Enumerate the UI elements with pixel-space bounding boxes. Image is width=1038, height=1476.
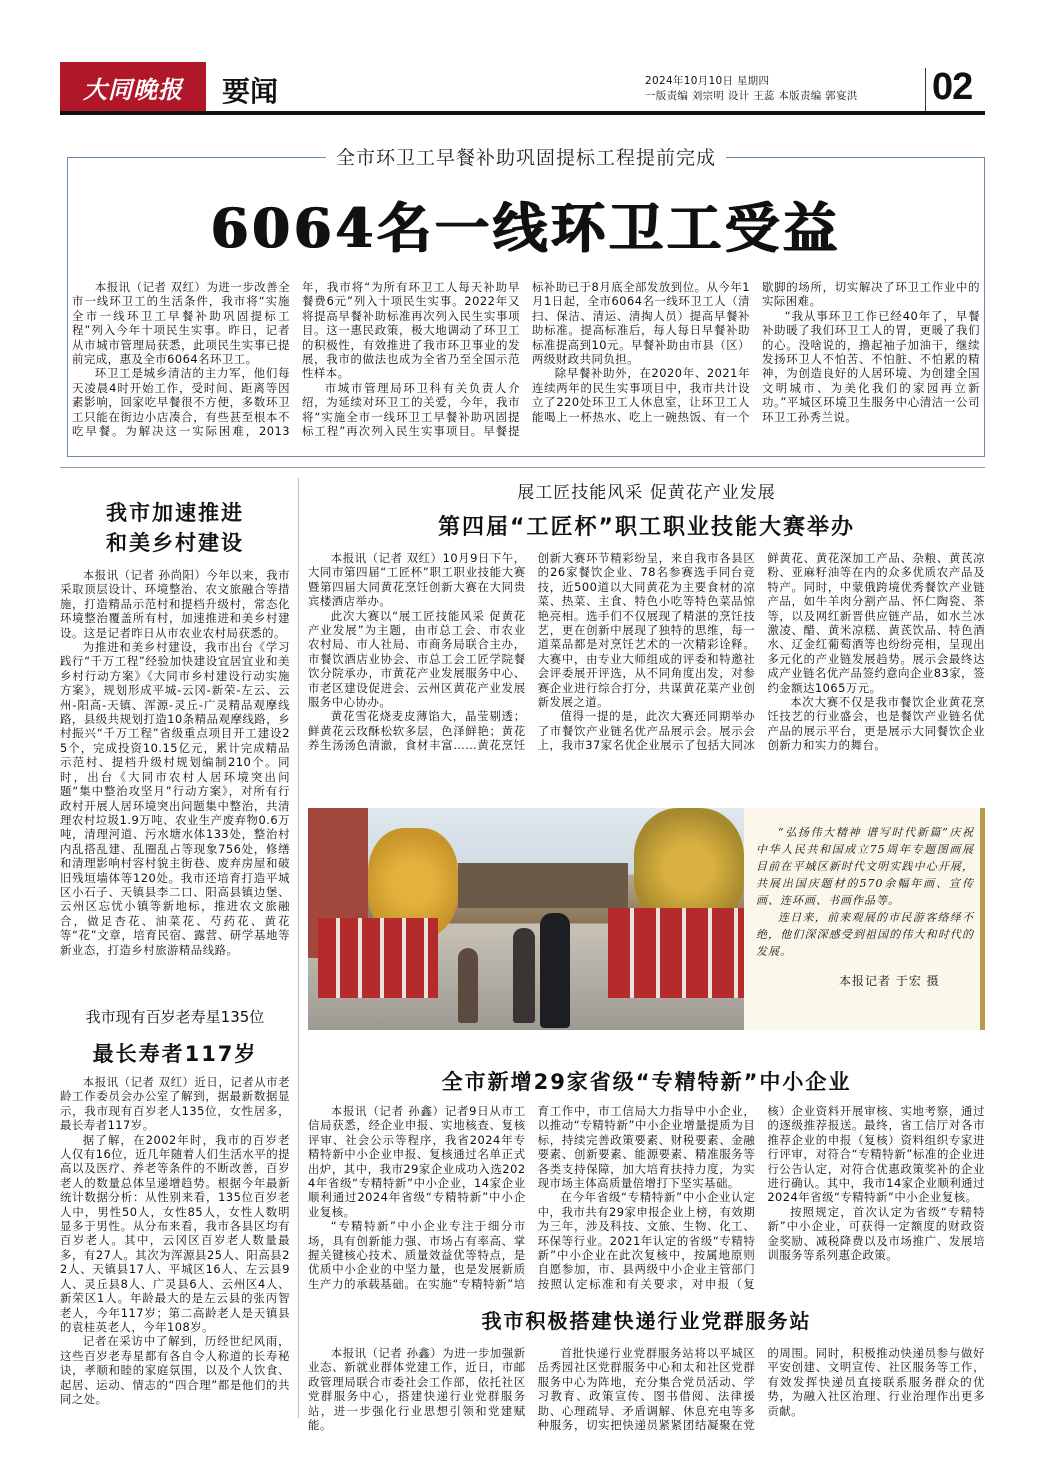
paragraph: 本次大赛不仅是我市餐饮企业黄花烹饪技艺的行业盛会，也是餐饮产业链名优产品的展示平台，更是展示大同餐饮企业创新力和实力的舞台。 bbox=[767, 695, 985, 753]
paragraph: 记者在采访中了解到，历经世纪风雨，这些百岁老寿星都有各自令人称道的长寿秘诀，孝顺和睦的家庭氛围，以及个人饮食、起居、运动、情志的“四合理”都是他们的共同之处。 bbox=[60, 1334, 290, 1406]
contest-body bbox=[308, 551, 985, 753]
paragraph: 本报讯（记者 孙鑫）记者9日从市工信局获悉，经企业申报、实地核查、复核评审、社会公示等程序，我省2024年专精特新中小企业申报、复核通过名单正式出炉，其中，我市29家企业成功入选2024年省级“专精特新”中小企业，14家企业顺利通过2024年省级“专精特新”中小企业复核。 bbox=[308, 1104, 526, 1219]
paragraph: 本报讯（记者 孙尚阳）今年以来，我市采取顶层设计、环境整治、农文旅融合等措施，打造精品示范村和提档升级村，常态化环境整治覆盖所有村，加速推进和美乡村建设。这是记者昨日从市农业农村局获悉的。 bbox=[60, 568, 290, 640]
exhibition-panels bbox=[318, 918, 438, 998]
headline-line: 和美乡村建设 bbox=[106, 531, 244, 555]
lead-kicker: 全市环卫工早餐补助巩固提标工程提前完成 bbox=[326, 147, 726, 169]
lead-kicker-wrap bbox=[67, 143, 985, 170]
paragraph: 市城市管理局环卫科有关负责人介绍，为延续对环卫工的关爱，今年，我市将“实施全市一线环卫工早餐补助巩固提标工程”再次列入民生实事项目。早餐提标补助已于8月底全部发放到位。从今年1月1日起，全市6064名一线环卫工人（清扫、保洁、清运、清掏人员）提高早餐补助标准。提高标准后，每人每日早餐补助标准提高到10元。早餐补助由市县（区）两级财政共同负担。 bbox=[302, 280, 750, 439]
paragraph: 本报讯（记者 孙鑫）为进一步加强新业态、新就业群体党建工作，近日，市邮政管理局联合市委社会工作部，依托社区党群服务中心，搭建快递行业党群服务站，进一步强化行业思想引领和党建赋能。 bbox=[308, 1346, 526, 1433]
column-divider bbox=[298, 478, 299, 1418]
lead-body bbox=[72, 280, 980, 438]
contest-kicker: 展工匠技能风采 促黄花产业发展 bbox=[517, 483, 776, 503]
lead-headline: 6064名一线环卫工受益 bbox=[210, 196, 842, 260]
paragraph: 此次大赛以“展工匠技能风采 促黄花产业发展”为主题，由市总工会、市农业农村局、市人社局、市商务局联合主办，市餐饮酒店业协会、市总工会工匠学院餐饮分院承办，市黄花产业发展服务中心、市老区建设促进会、云州区黄花产业发展服务中心协办。 bbox=[308, 608, 526, 710]
elders-body bbox=[60, 1075, 290, 1406]
photo-caption bbox=[744, 808, 985, 1030]
photo-credit: 本报记者 于宏 摄 bbox=[839, 974, 940, 988]
paragraph: 值得一提的是，此次大赛还同期举办了市餐饮产业链名优产品展示会。展示会上，我市37家名优企业展示了包括大同冰鲜黄花、黄花深加工产品、杂粮、黄芪凉粉、亚麻籽油等在内的众多优质农产品及特产。同时，中蒙俄跨境优秀餐饮产业链产品，如牛羊肉分割产品、怀仁陶瓷、茶等，以及网红新晋供应链产品，如水兰冰激凌、醋、黄米凉糕、黄芪饮品、特色酒水、辽金红葡萄酒等也纷纷亮相，呈现出多元化的产业链发展趋势。展示会最终达成产业链名优产品签约意向企业83家，签约金额达1065万元。 bbox=[537, 551, 985, 753]
divider bbox=[925, 68, 926, 112]
caption-text bbox=[756, 824, 974, 960]
sme-body bbox=[308, 1104, 985, 1291]
elders-headline: 最长寿者117岁 bbox=[92, 1042, 258, 1066]
paragraph: 本报讯（记者 双红）为进一步改善全市一线环卫工的生活条件，我市将“实施全市一线环卫工早餐补助巩固提标工程”列入今年十项民生实事。昨日，记者从市城市管理局获悉，此项民生实事已提前完成，惠及全市6064名环卫工。 bbox=[72, 280, 290, 367]
divider bbox=[60, 467, 985, 468]
traditional-building bbox=[458, 863, 628, 908]
header-rule bbox=[60, 111, 985, 115]
newspaper-logo bbox=[60, 62, 206, 112]
issue-meta bbox=[645, 74, 920, 104]
paragraph: “专精特新”中小企业专注于细分市场，具有创新能力强、市场占有率高、掌握关键核心技术、质量效益优等特点，是优质中小企业的中坚力量，也是发展新质生产力的承载基础。在实施“专精特新”培育工作中，市工信局大力指导中小企业，以推动“专精特新”中小企业增量提质为目标，持续完善政策要素、财税要素、金融要素、创新要素、能源要素、精准服务等各类支持保障，加大培育扶持力度，为实现市场主体高质量倍增打下坚实基础。 bbox=[308, 1104, 756, 1291]
paragraph: 首批快递行业党群服务站将以平城区岳秀园社区党群服务中心和太和社区党群服务中心为阵地，充分集合党员活动、学习教育、政策宣传、图书借阅、法律援助、心理疏导、矛盾调解、休息充电等多种服务，切实把快递员紧紧团结凝聚在党的周围。同时，积极推动快递员参与做好平安创建、文明宣传、社区服务等工作，有效发挥快递员直接联系服务群众的优势，为融入社区治理、行业治理作出更多贡献。 bbox=[537, 1346, 985, 1433]
headline-line: 我市加速推进 bbox=[106, 501, 244, 525]
contest-headline: 第四届“工匠杯”职工职业技能大赛举办 bbox=[438, 515, 855, 540]
village-body bbox=[60, 568, 290, 957]
paragraph: 本报讯（记者 双红）10月9日下午，大同市第四届“工匠杯”职工职业技能大赛暨第四届大同黄花烹饪创新大赛在大同贵宾楼酒店举办。 bbox=[308, 551, 526, 609]
paragraph: 本报讯（记者 双红）近日，记者从市老龄工作委员会办公室了解到，据最新数据显示，我市现有百岁老人135位，女性居多，最长寿者117岁。 bbox=[60, 1075, 290, 1133]
exhibition-panels bbox=[608, 908, 744, 998]
visitor-figure bbox=[540, 913, 570, 1028]
caption-paragraph: “弘扬伟大精神 谱写时代新篇”庆祝中华人民共和国成立75周年专题图画展目前在平城区新时代文明实践中心开展，共展出国庆题材的570余幅年画、宣传画、连环画、书画作品等。 bbox=[756, 826, 974, 907]
paragraph: 黄花雪花烧麦皮薄馅大，晶莹剔透；鲜黄花云玫酥松软多层，色泽鲜艳；黄花养生汤汤色清澈，食材丰富……黄花烹饪创新大赛环节精彩纷呈，来自我市各县区的26家餐饮企业、78名参赛选手同台竞技，近500道以大同黄花为主要食材的凉菜、热菜、主食、特色小吃等特色菜品惊艳亮相。选手们不仅展现了精湛的烹饪技艺，更在创新中展现了独特的思维，每一道菜品都是对烹饪艺术的一次精彩诠释。大赛中，由专业大师组成的评委和特邀社会评委展开评选，从不同角度出发，对参赛企业进行综合打分，共谋黄花菜产业创新发展之道。 bbox=[308, 551, 756, 753]
courier-headline: 我市积极搭建快递行业党群服务站 bbox=[481, 1309, 812, 1333]
visitor-figure bbox=[513, 928, 535, 1023]
village-headline bbox=[60, 498, 290, 558]
sme-headline: 全市新增29家省级“专精特新”中小企业 bbox=[441, 1070, 852, 1094]
courier-body bbox=[308, 1346, 985, 1432]
paragraph: 据了解，在2002年时，我市的百岁老人仅有16位，近几年随着人们生活水平的提高以及医疗、养老等条件的不断改善，百岁老人的数量总体呈递增趋势。根据今年最新统计数据分析：从性别来看，135位百岁老人中，男性50人，女性85人，女性人数明显多于男性。从分布来看，我市各县区均有百岁老人。其中，云冈区百岁老人数量最多，有27人。其次为浑源县25人、阳高县22人、天镇县17人、平城区16人、左云县9人、灵丘县8人、广灵县6人、云州区4人、新荣区1人。年龄最大的是左云县的张丙智老人，今年117岁；第二高龄老人是天镇县的袁桂英老人，今年108岁。 bbox=[60, 1132, 290, 1334]
editor-credits: 一版责编 刘宗明 设计 王蕊 本版责编 郭宴洪 bbox=[645, 90, 858, 102]
section-title: 要闻 bbox=[222, 75, 279, 108]
elders-kicker: 我市现有百岁老寿星135位 bbox=[85, 1008, 265, 1026]
logo-text: 大同晚报 bbox=[83, 74, 183, 104]
visitor-figure bbox=[458, 948, 478, 1023]
caption-paragraph: 连日来，前来观展的市民游客络绎不绝，他们深深感受到祖国的伟大和时代的发展。 bbox=[756, 911, 974, 958]
paragraph: 除早餐补助外，在2020年、2021年连续两年的民生实事项目中，我市共计设立了220处环卫工人休息室，让环卫工人能喝上一杯热水、吃上一碗热饭、有一个歇脚的场所，切实解决了环卫工作业中的实际困难。 bbox=[532, 280, 980, 424]
paragraph: 按照规定，首次认定为省级“专精特新”中小企业，可获得一定额度的财政资金奖励、减税降费以及市场推广、发展培训服务等系列惠企政策。 bbox=[767, 1204, 985, 1263]
paragraph: 为推进和美乡村建设，我市出台《学习践行“千万工程”经验加快建设宜居宜业和美乡村行动方案》《大同市乡村建设行动实施方案》，规划形成平城-云冈-新荣-左云、云州-阳高-天镇、浑源-灵丘-广灵精品观摩线路，县级共规划打造10条精品观摩线路，乡村振兴“千万工程”省级重点项目开工建设25个，完成投资10.15亿元，累计完成精品示范村、提档升级村规划编制210个。同时，出台《大同市农村人居环境突出问题“集中整治攻坚月”行动方案》，对所有行政村开展人居环境突出问题集中整治，共清理农村垃圾1.9万吨、农业生产废弃物0.6万吨，清理河道、污水塘水体133处，整治村内乱搭乱建、乱圈乱占等现象756处，修缮和清理影响村容村貌主街巷、废弃房屋和破旧残垣墙体等120处。我市还培育打造平城区小石子、天镇县李二口、阳高县镇边堡、云州区忘忧小镇等新地标，推进农文旅融合，做足杏花、油菜花、芍药花、黄花等“花”文章，培育民宿、露营、研学基地等新业态，打造乡村旅游精品线路。 bbox=[60, 640, 290, 957]
paragraph: 环卫工是城乡清洁的主力军，他们每天凌晨4时开始工作，受时间、距离等因素影响，回家吃早餐很不方便，多数环卫工只能在街边小店凑合，有些甚至根本不吃早餐。为解决这一实际困难，2013年，我市将“为所有环卫工人每天补助早餐费6元”列入十项民生实事。2022年又将提高早餐补助标准再次列入民生实事项目。这一惠民政策，极大地调动了环卫工的积极性，有效推进了我市环卫事业的发展，我市的做法也成为全省乃至全国示范性样本。 bbox=[72, 280, 520, 439]
paragraph: 在今年省级“专精特新”中小企业认定中，我市共有29家申报企业上榜，有效期为三年，涉及科技、文旅、生物、化工、环保等行业。2021年认定的省级“专精特新”中小企业在此次复核中，按属地原则自愿参加，市、县两级中小企业主管部门按照认定标准和有关要求，对申报（复核）企业资料开展审核、实地考察，通过的逐级推荐报送。最终，省工信厅对各市推荐企业的申报（复核）资料组织专家进行评审，对符合“专精特新”标准的企业进行公告认定，对符合优惠政策奖补的企业进行确认。其中，我市14家企业顺利通过2024年省级“专精特新”中小企业复核。 bbox=[537, 1104, 985, 1291]
exhibition-photo bbox=[308, 808, 744, 1030]
page-number: 02 bbox=[932, 66, 973, 108]
paragraph: “我从事环卫工作已经40年了，早餐补助暖了我们环卫工人的胃，更暖了我们的心。没啥说的，撸起袖子加油干，继续发扬环卫人不怕苦、不怕脏、不怕累的精神，为创造良好的人居环境、为创建全国文明城市、为美化我们的家园再立新功。”平城区环境卫生服务中心清洁一公司环卫工孙秀兰说。 bbox=[762, 308, 980, 424]
issue-date: 2024年10月10日 星期四 bbox=[645, 75, 770, 87]
